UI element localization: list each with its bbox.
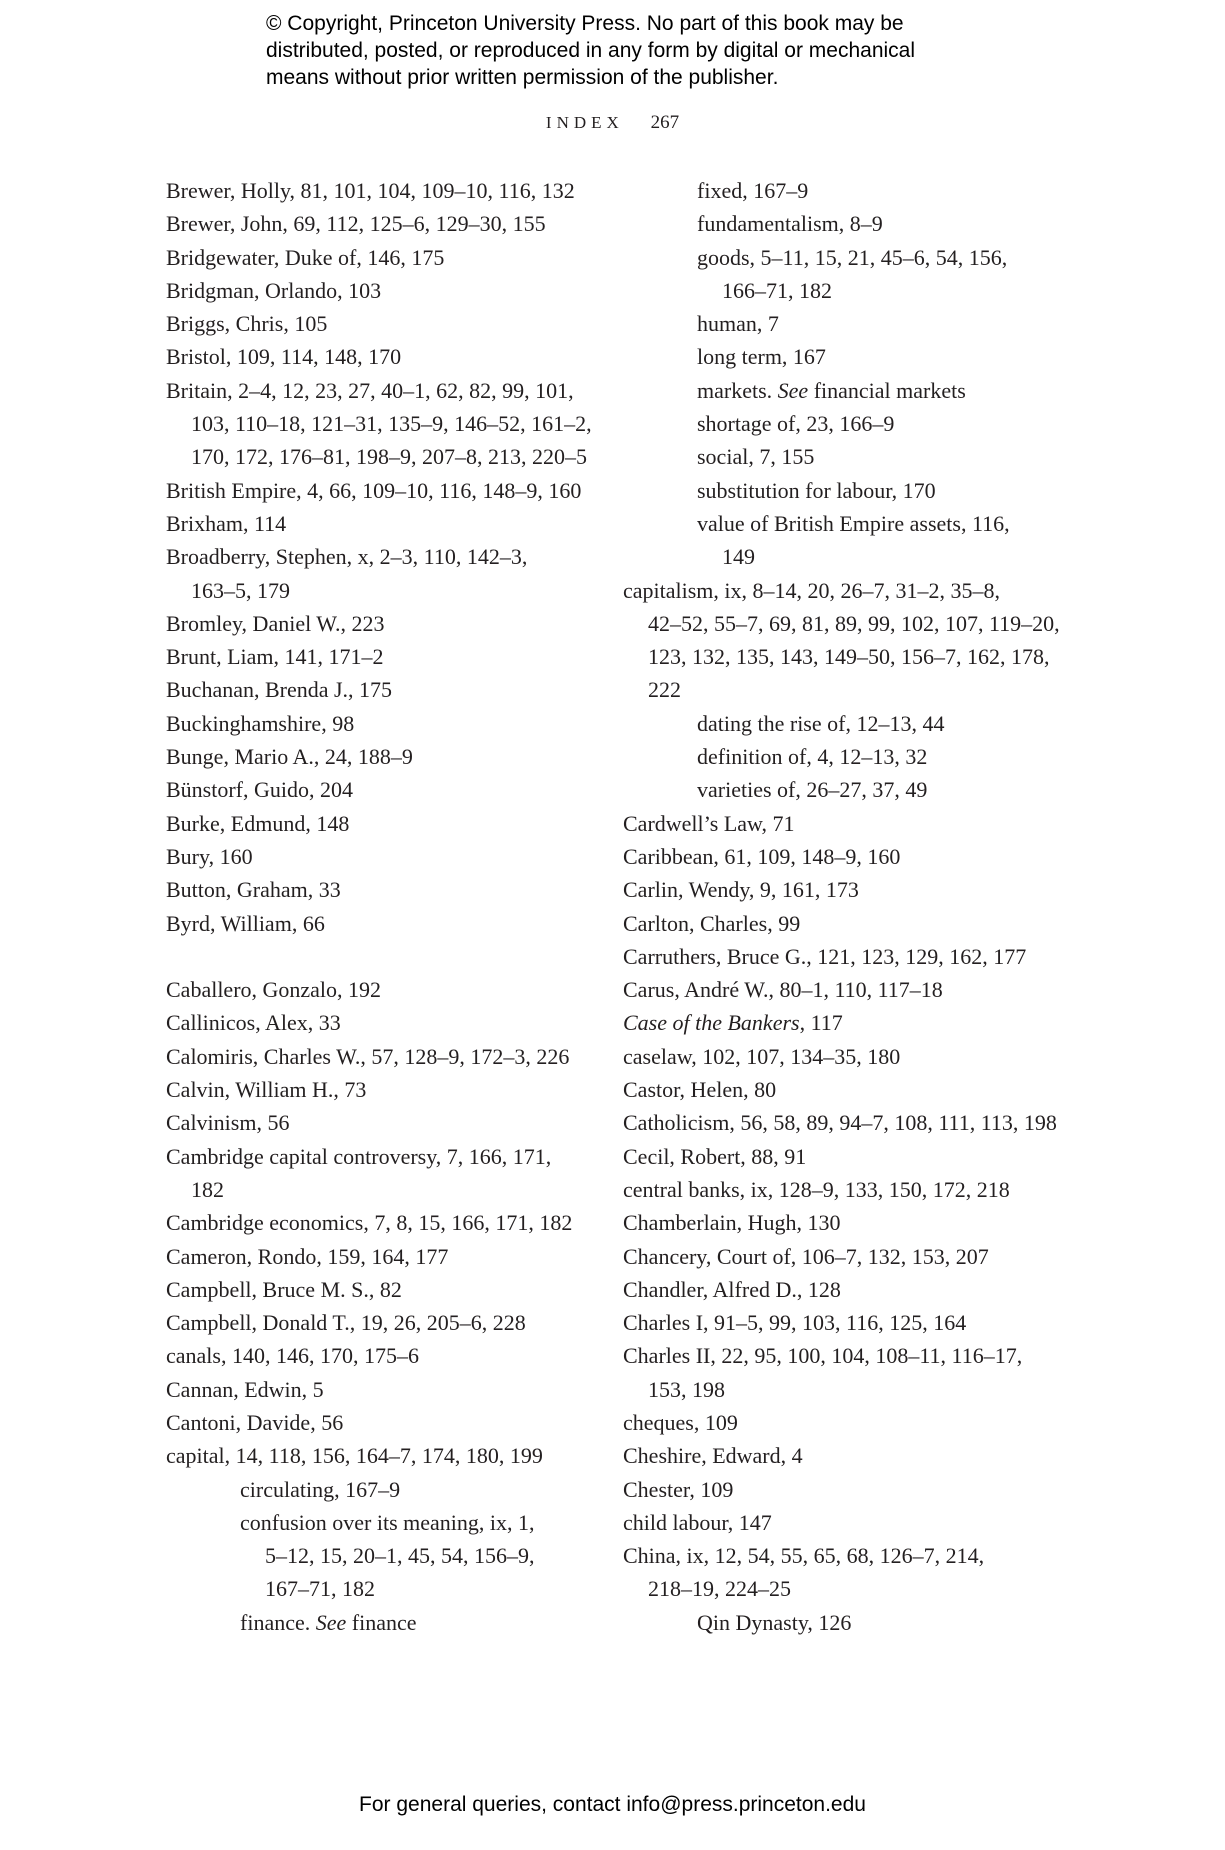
index-entry: Cannan, Edwin, 5 [166,1376,324,1402]
index-entry: Bridgman, Orlando, 103 [166,277,382,303]
footer-contact: For general queries, contact info@press.princeton.edu [359,1793,866,1816]
index-entry: child labour, 147 [623,1509,772,1535]
copyright-line: distributed, posted, or reproduced in any form by digital or mechanical [266,39,916,62]
index-subentry: fundamentalism, 8–9 [697,211,883,237]
index-entry: Cambridge capital controversy, 7, 166, 171, [166,1143,552,1169]
index-entry: capital, 14, 118, 156, 164–7, 174, 180, 199 [166,1443,543,1469]
index-entry [623,1006,1043,1039]
index-entry: China, ix, 12, 54, 55, 65, 68, 126–7, 214, [623,1543,985,1569]
index-entry: Bury, 160 [166,843,253,869]
index-subentry: circulating, 167–9 [240,1476,401,1502]
section-gap [166,940,596,973]
copyright-line: © Copyright, Princeton University Press. No part of this book may be [266,12,904,35]
index-entry-continuation: 182 [191,1176,224,1202]
copyright-line: means without prior written permission of the publisher. [266,66,779,89]
index-entry: Chandler, Alfred D., 128 [623,1276,841,1302]
index-entry: Chamberlain, Hugh, 130 [623,1210,841,1236]
index-entry: Charles II, 22, 95, 100, 104, 108–11, 116–17, [623,1343,1023,1369]
index-entry: Cardwell’s Law, 71 [623,810,795,836]
index-entry: Brixham, 114 [166,510,287,536]
index-entry: Cheshire, Edward, 4 [623,1443,803,1469]
index-subentry: shortage of, 23, 166–9 [697,411,895,437]
index-entry-continuation: 222 [648,677,681,703]
index-entry: Britain, 2–4, 12, 23, 27, 40–1, 62, 82, 99, 101, [166,377,574,403]
case-title: Case of the Bankers [623,1010,800,1036]
index-entry: Carus, André W., 80–1, 110, 117–18 [623,977,943,1003]
index-subentry [623,374,1043,407]
index-entry: Button, Graham, 33 [166,877,341,903]
index-subentry: confusion over its meaning, ix, 1, [240,1509,535,1535]
index-entry: Bromley, Daniel W., 223 [166,610,385,636]
index-subentry: definition of, 4, 12–13, 32 [697,744,928,770]
index-entry: Byrd, William, 66 [166,910,325,936]
index-entry: capitalism, ix, 8–14, 20, 26–7, 31–2, 35–8, [623,577,1001,603]
index-subentry: fixed, 167–9 [697,178,809,203]
index-entry: Callinicos, Alex, 33 [166,1010,341,1036]
index-entry: Chester, 109 [623,1476,734,1502]
index-entry-continuation: 42–52, 55–7, 69, 81, 89, 99, 102, 107, 119–20, [648,610,1060,636]
index-entry: Carlin, Wendy, 9, 161, 173 [623,877,859,903]
index-entry: Campbell, Bruce M. S., 82 [166,1276,402,1302]
index-entry: Bunge, Mario A., 24, 188–9 [166,744,413,770]
see-label: See [777,377,809,403]
index-entry: Calvinism, 56 [166,1110,290,1136]
case-pages: , 117 [799,1010,843,1036]
index-subentry-continuation: 166–71, 182 [722,277,832,303]
index-entry: cheques, 109 [623,1409,738,1435]
index-entry: Brewer, Holly, 81, 101, 104, 109–10, 116, 132 [166,178,575,203]
index-column-right [623,174,1060,1639]
index-subentry: varieties of, 26–27, 37, 49 [697,777,928,803]
index-entry: Cambridge economics, 7, 8, 15, 166, 171, 182 [166,1210,573,1236]
index-entry: central banks, ix, 128–9, 133, 150, 172, 218 [623,1176,1010,1202]
index-entry: Buckinghamshire, 98 [166,710,355,736]
index-entry-continuation: 153, 198 [648,1376,725,1402]
index-entry: Cantoni, Davide, 56 [166,1409,344,1435]
index-entry: Calvin, William H., 73 [166,1077,367,1103]
index-entry: Chancery, Court of, 106–7, 132, 153, 207 [623,1243,989,1269]
index-subentry-continuation: 149 [722,544,755,570]
index-entry: Bünstorf, Guido, 204 [166,777,353,803]
index-entry-continuation: 170, 172, 176–81, 198–9, 207–8, 213, 220–5 [191,444,587,470]
index-entry-continuation: 103, 110–18, 121–31, 135–9, 146–52, 161–2, [191,411,592,437]
index-entry: canals, 140, 146, 170, 175–6 [166,1343,419,1369]
index-entry: Broadberry, Stephen, x, 2–3, 110, 142–3, [166,544,528,570]
index-entry: Carruthers, Bruce G., 121, 123, 129, 162, 177 [623,943,1027,969]
index-entry: Cameron, Rondo, 159, 164, 177 [166,1243,449,1269]
index-entry: Bristol, 109, 114, 148, 170 [166,344,402,370]
index-entry-continuation: 163–5, 179 [191,577,290,603]
index-subentry [166,1606,596,1639]
page-number: 267 [650,112,680,133]
running-head [0,112,1225,134]
index-subentry-continuation: 167–71, 182 [265,1576,375,1602]
cross-ref-target: finance [351,1609,417,1635]
index-entry: Caribbean, 61, 109, 148–9, 160 [623,843,901,869]
index-entry: Brunt, Liam, 141, 171–2 [166,644,384,670]
index-entry: Bridgewater, Duke of, 146, 175 [166,244,445,270]
index-subentry-continuation: 5–12, 15, 20–1, 45, 54, 156–9, [265,1543,535,1569]
index-subentry: substitution for labour, 170 [697,477,936,503]
index-subentry: dating the rise of, 12–13, 44 [697,710,945,736]
index-entry: Buchanan, Brenda J., 175 [166,677,393,703]
index-entry: Campbell, Donald T., 19, 26, 205–6, 228 [166,1310,526,1336]
cross-ref-head: markets. [697,377,773,403]
index-entry: Briggs, Chris, 105 [166,311,328,337]
index-entry: Castor, Helen, 80 [623,1077,777,1103]
index-subentry: goods, 5–11, 15, 21, 45–6, 54, 156, [697,244,1008,270]
index-subentry: Qin Dynasty, 126 [697,1609,852,1635]
copyright-notice [266,10,1026,91]
cross-ref-target: financial markets [813,377,966,403]
index-entry: Calomiris, Charles W., 57, 128–9, 172–3, 226 [166,1043,570,1069]
index-entry: caselaw, 102, 107, 134–35, 180 [623,1043,901,1069]
index-entry: Catholicism, 56, 58, 89, 94–7, 108, 111, 113, 198 [623,1110,1057,1136]
index-entry-continuation: 218–19, 224–25 [648,1576,791,1602]
index-column-left [166,174,596,1639]
index-entry: Charles I, 91–5, 99, 103, 116, 125, 164 [623,1310,967,1336]
index-entry: Brewer, John, 69, 112, 125–6, 129–30, 155 [166,211,546,237]
cross-ref-head: finance. [240,1609,311,1635]
index-subentry: human, 7 [697,311,779,337]
index-entry: Carlton, Charles, 99 [623,910,801,936]
index-subentry: social, 7, 155 [697,444,815,470]
index-entry: Burke, Edmund, 148 [166,810,350,836]
index-entry-continuation: 123, 132, 135, 143, 149–50, 156–7, 162, 178, [648,644,1050,670]
index-entry: Caballero, Gonzalo, 192 [166,977,382,1003]
running-head-label: INDEX [545,113,624,132]
index-subentry: long term, 167 [697,344,826,370]
see-label: See [315,1609,347,1635]
index-entry: British Empire, 4, 66, 109–10, 116, 148–9, 160 [166,477,582,503]
index-subentry: value of British Empire assets, 116, [697,510,1010,536]
index-entry: Cecil, Robert, 88, 91 [623,1143,807,1169]
